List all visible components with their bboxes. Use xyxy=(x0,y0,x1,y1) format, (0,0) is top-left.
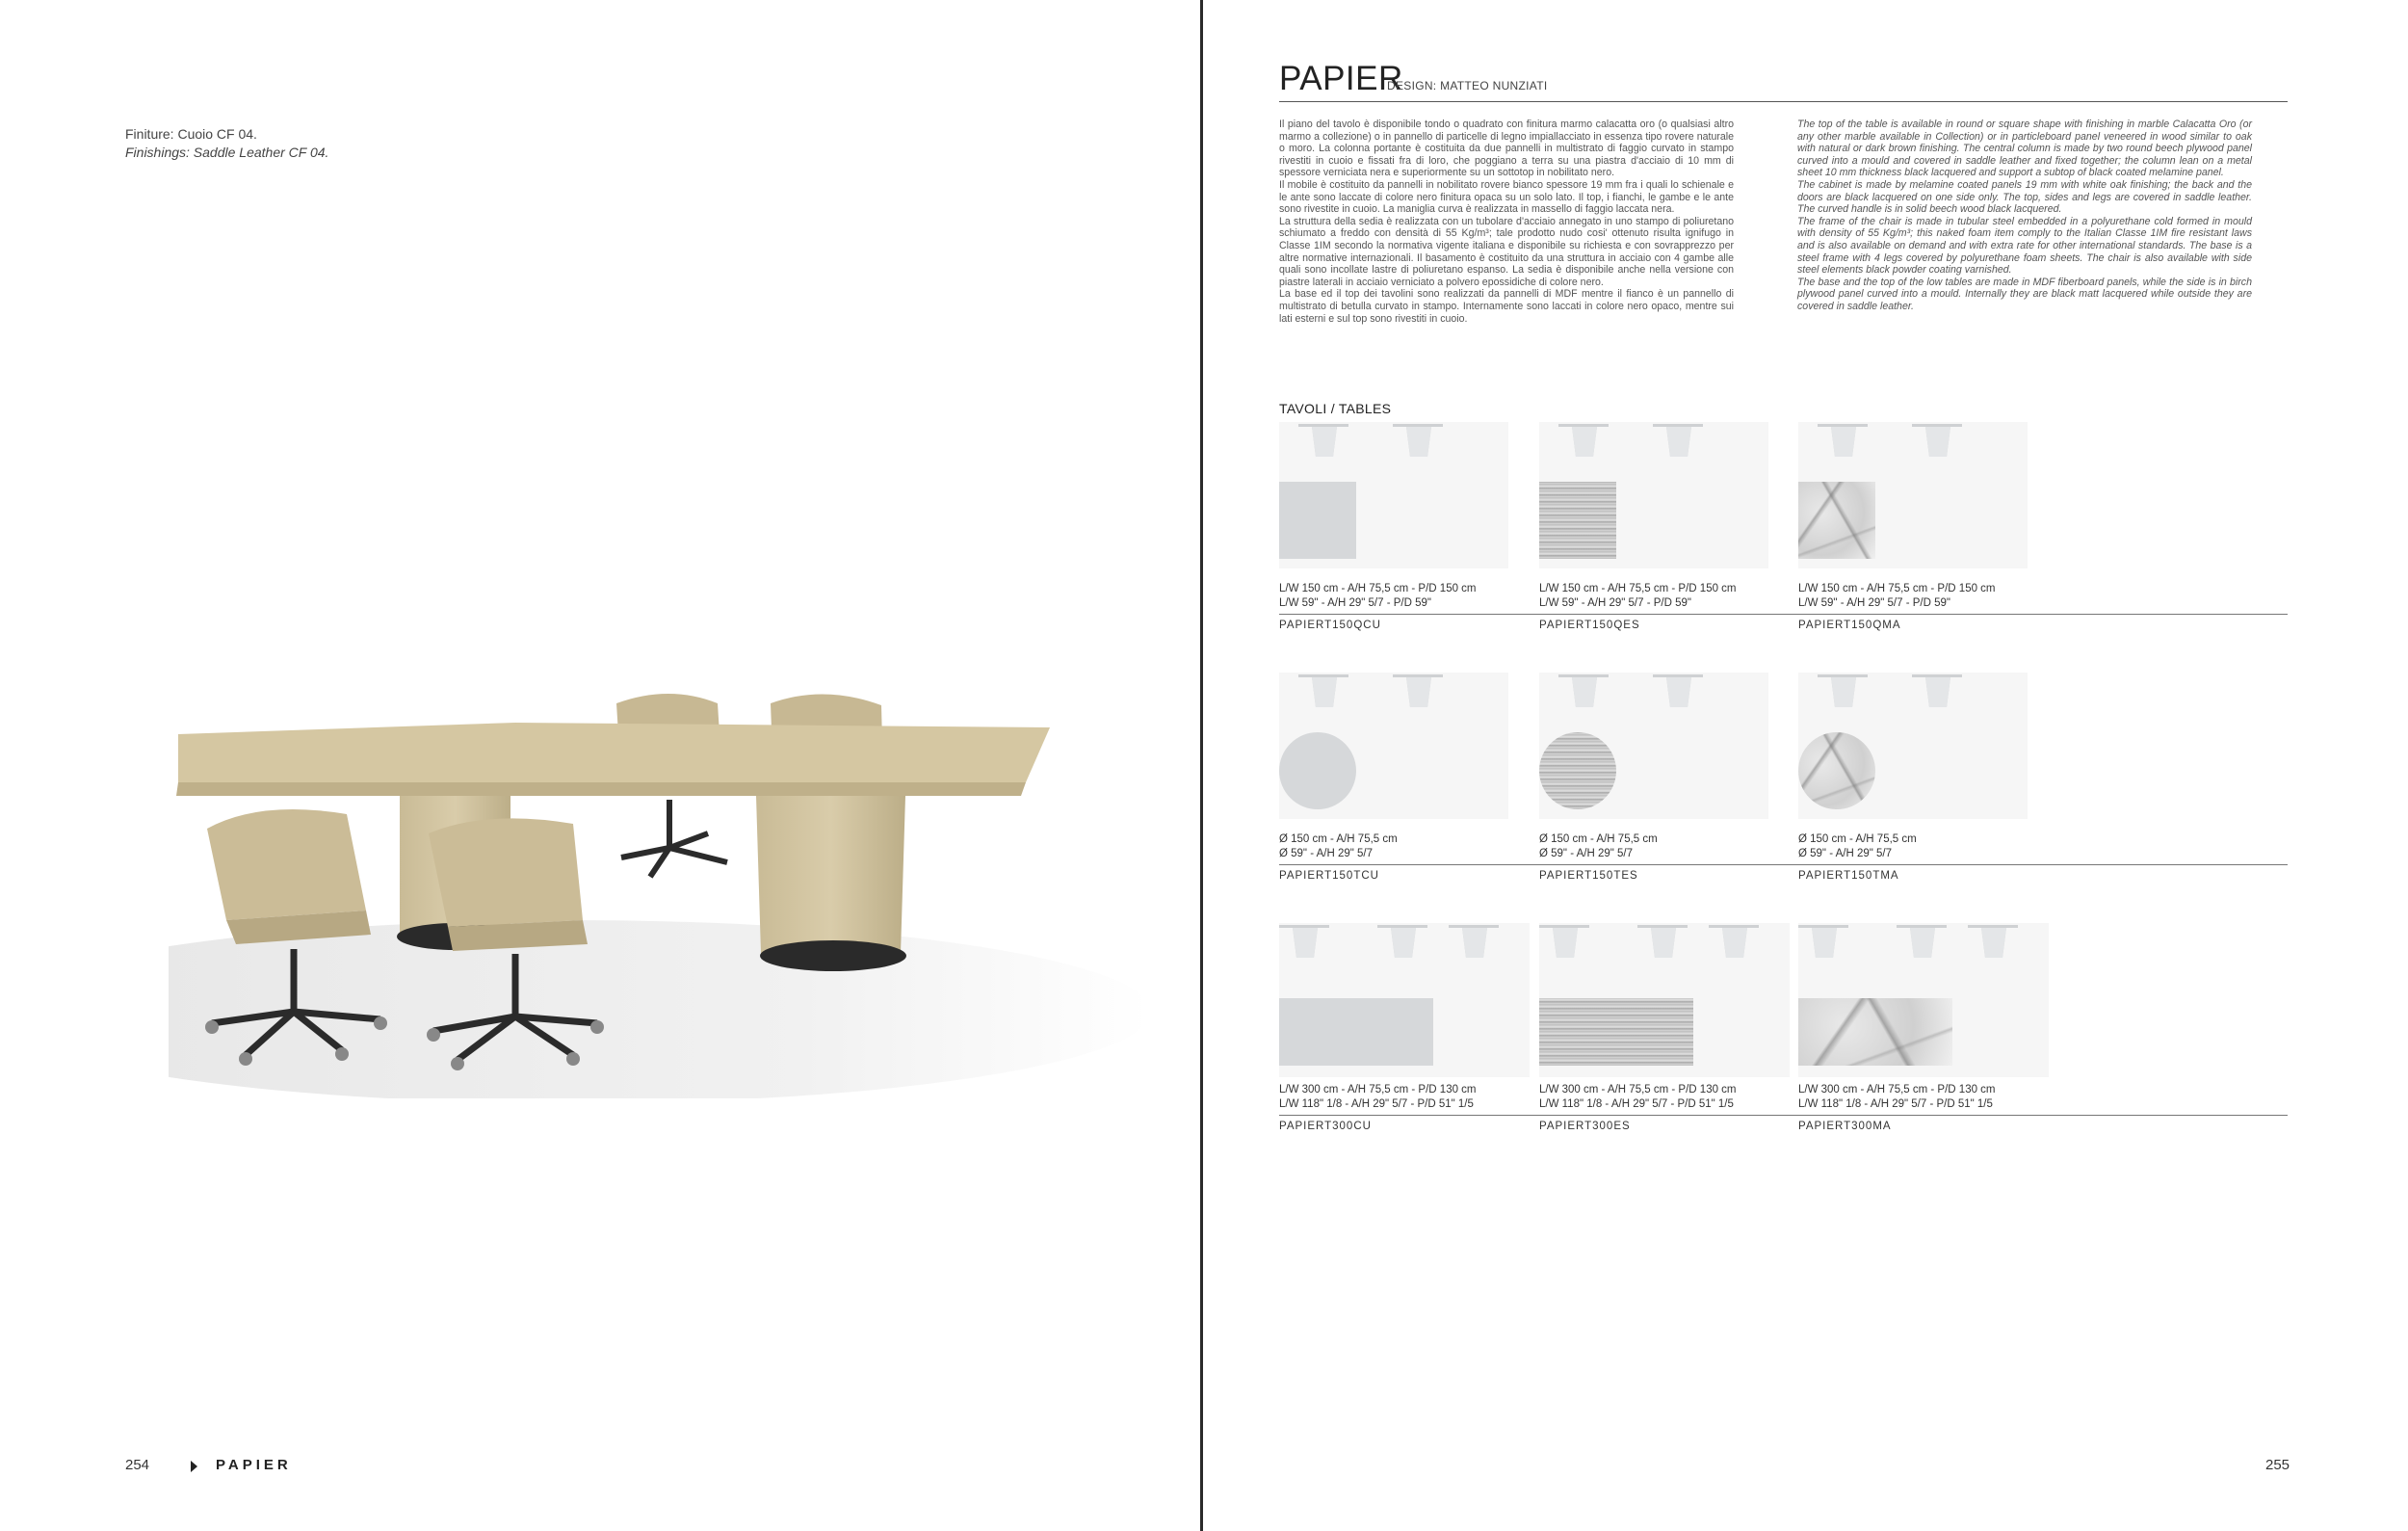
table-leg-view xyxy=(1912,674,1962,709)
dimensions-metric: L/W 300 cm - A/H 75,5 cm - P/D 130 cm xyxy=(1798,1084,1996,1095)
row-divider xyxy=(1279,864,2288,865)
page-spine-divider xyxy=(1200,0,1203,1531)
table-leg-view xyxy=(1298,674,1348,709)
description-italian xyxy=(1279,119,1734,325)
table-leg-view xyxy=(1818,674,1868,709)
table-leg-view xyxy=(1393,424,1443,459)
product-code: PAPIERT150TMA xyxy=(1798,870,1899,882)
description-paragraph: The base and the top of the low tables are made in MDF fiberboard panels, while the side is in birch plywood panel curved into a mould. Internally they are black matt lacquered while outside they are covered in saddle leather. xyxy=(1797,276,2252,312)
finish-swatch xyxy=(1539,998,1693,1066)
product-thumbnail xyxy=(1798,673,2028,819)
dimensions-imperial: L/W 59" - A/H 29" 5/7 - P/D 59" xyxy=(1798,597,1950,609)
table-leg-view xyxy=(1539,925,1589,960)
table-leg-view xyxy=(1653,674,1703,709)
description-english xyxy=(1797,119,2252,313)
finish-note-english: Finishings: Saddle Leather CF 04. xyxy=(125,145,329,160)
product-dimensions xyxy=(1798,1083,1996,1112)
page-title: PAPIER xyxy=(1279,60,1403,97)
product-dimensions xyxy=(1539,832,1658,861)
product-thumbnail xyxy=(1539,422,1768,568)
dimensions-metric: L/W 150 cm - A/H 75,5 cm - P/D 150 cm xyxy=(1539,583,1737,594)
product-dimensions xyxy=(1279,582,1477,611)
dimensions-metric: L/W 150 cm - A/H 75,5 cm - P/D 150 cm xyxy=(1279,583,1477,594)
table-leg-view xyxy=(1279,925,1329,960)
description-paragraph: The top of the table is available in round or square shape with finishing in marble Calacatta Oro (or any other marble available in Collection) or in particleboard panel veneered in wood similar to oak with natural or dark brown finishing. The central column is made by two round beech plywood panel curved into a mould and covered in saddle leather and fixed together; the column lean on a metal sheet 10 mm thickness black lacquered and support a subtop of black coated melamine panel. xyxy=(1797,119,2252,179)
left-footer-label: PAPIER xyxy=(216,1457,292,1473)
dimensions-metric: L/W 300 cm - A/H 75,5 cm - P/D 130 cm xyxy=(1539,1084,1737,1095)
dimensions-metric: Ø 150 cm - A/H 75,5 cm xyxy=(1539,833,1658,845)
designer-credit: DESIGN: MATTEO NUNZIATI xyxy=(1387,79,1548,92)
section-title: TAVOLI / TABLES xyxy=(1279,401,1392,416)
table-leg-view xyxy=(1897,925,1947,960)
dimensions-metric: L/W 150 cm - A/H 75,5 cm - P/D 150 cm xyxy=(1798,583,1996,594)
finish-swatch xyxy=(1539,732,1616,809)
finish-swatch xyxy=(1279,998,1433,1066)
product-dimensions xyxy=(1279,1083,1477,1112)
product-dimensions xyxy=(1279,832,1398,861)
product-code: PAPIERT150QES xyxy=(1539,620,1640,631)
header xyxy=(1279,60,2288,102)
dimensions-metric: L/W 300 cm - A/H 75,5 cm - P/D 130 cm xyxy=(1279,1084,1477,1095)
table-leg-view xyxy=(1653,424,1703,459)
finish-swatch xyxy=(1798,732,1875,809)
description-paragraph: La base ed il top dei tavolini sono realizzati da pannelli di MDF mentre il fianco è un pannello di multistrato di betulla curvato in stampo. Internamente sono laccati in colore nero opaco, mentre sui lati esterni e sul top sono rivestiti in cuoio. xyxy=(1279,288,1734,325)
table-leg-view xyxy=(1968,925,2018,960)
description-paragraph: The frame of the chair is made in tubular steel embedded in a polyurethane cold formed in mould with density of 55 Kg/m³; this naked foam item comply to the Italian Classe 1IM fire resistant laws and is also available on demand and with extra rate for other international standards. The base is a steel frame with 4 legs covered by polyurethane foam sheets. The chair is also available with side steel elements black powder coating varnished. xyxy=(1797,215,2252,277)
left-page-number: 254 xyxy=(125,1457,150,1473)
finish-swatch xyxy=(1279,482,1356,559)
table-leg-view xyxy=(1298,424,1348,459)
product-dimensions xyxy=(1539,1083,1737,1112)
dimensions-imperial: L/W 118" 1/8 - A/H 29" 5/7 - P/D 51" 1/5 xyxy=(1539,1098,1734,1110)
product-code: PAPIERT300ES xyxy=(1539,1121,1631,1132)
product-thumbnail xyxy=(1798,923,2049,1077)
dimensions-imperial: Ø 59" - A/H 29" 5/7 xyxy=(1279,848,1374,859)
hero-table-chairs-photo xyxy=(169,665,1141,1098)
description-paragraph: The cabinet is made by melamine coated panels 19 mm with white oak finishing; the back and the doors are black lacquered on one side only. The top, sides and legs are covered in saddle leather. The curved handle is in solid beech wood black lacquered. xyxy=(1797,178,2252,216)
finish-swatch xyxy=(1798,482,1875,559)
table-leg-view xyxy=(1798,925,1848,960)
description-paragraph: Il mobile è costituito da pannelli in nobilitato rovere bianco spessore 19 mm fra i quali lo schienale e le ante sono laccate di colore nero finitura opaca su un solo lato. Il top, i fianchi, le gambe e le ante sono rivestite in cuoio. La maniglia curva è realizzata in massello di faggio laccata nera. xyxy=(1279,178,1734,216)
product-code: PAPIERT300MA xyxy=(1798,1121,1892,1132)
product-code: PAPIERT150TCU xyxy=(1279,870,1379,882)
product-thumbnail xyxy=(1279,923,1530,1077)
dimensions-metric: Ø 150 cm - A/H 75,5 cm xyxy=(1798,833,1917,845)
finish-swatch xyxy=(1279,732,1356,809)
description-paragraph: La struttura della sedia è realizzata con un tubolare d'acciaio annegato in uno stampo di poliuretano schiumato a freddo con densità di 55 Kg/m³; tale prodotto nudo cosi' ottenuto risulta ignifugo in Classe 1IM secondo la normativa vigente italiana e disponibile su richiesta e con sovrapprezzo per altre normative internazionali. Il basamento è costituito da una struttura in acciaio con 4 gambe alle quali sono incollate lastre di poliuretano espanso. La sedia è disponibile anche nella versione con piastre laterali in acciaio verniciato a polvero epossidiche di colore nero. xyxy=(1279,215,1734,288)
dimensions-imperial: L/W 59" - A/H 29" 5/7 - P/D 59" xyxy=(1279,597,1431,609)
table-leg-view xyxy=(1709,925,1759,960)
table-leg-view xyxy=(1393,674,1443,709)
row-divider xyxy=(1279,614,2288,615)
table-leg-view xyxy=(1818,424,1868,459)
table-leg-view xyxy=(1558,424,1609,459)
finish-note xyxy=(125,125,328,162)
row-divider xyxy=(1279,1115,2288,1116)
table-leg-view xyxy=(1558,674,1609,709)
dimensions-metric: Ø 150 cm - A/H 75,5 cm xyxy=(1279,833,1398,845)
finish-swatch xyxy=(1539,482,1616,559)
product-thumbnail xyxy=(1539,923,1790,1077)
dimensions-imperial: L/W 118" 1/8 - A/H 29" 5/7 - P/D 51" 1/5 xyxy=(1279,1098,1474,1110)
description-paragraph: Il piano del tavolo è disponibile tondo o quadrato con finitura marmo calacatta oro (o qualsiasi altro marmo a collezione) o in pannello di particelle di legno impiallacciato in essenza tipo rovere naturale o moro. La colonna portante è costituita da due pannelli in multistrato di faggio curvato in stampo rivestiti in cuoio e fissati fra di loro, che poggiano a terra su una piastra d'acciaio di 10 mm di spessore verniciata nera e superiormente su un sottotop in nobilitato nero. xyxy=(1279,119,1734,179)
product-thumbnail xyxy=(1539,673,1768,819)
finish-swatch xyxy=(1798,998,1952,1066)
table-leg-view xyxy=(1637,925,1688,960)
table-leg-view xyxy=(1377,925,1427,960)
product-thumbnail xyxy=(1798,422,2028,568)
dimensions-imperial: Ø 59" - A/H 29" 5/7 xyxy=(1798,848,1893,859)
product-code: PAPIERT150TES xyxy=(1539,870,1638,882)
dimensions-imperial: Ø 59" - A/H 29" 5/7 xyxy=(1539,848,1634,859)
right-page-number: 255 xyxy=(2265,1457,2290,1473)
table-leg-view xyxy=(1912,424,1962,459)
product-code: PAPIERT150QCU xyxy=(1279,620,1381,631)
product-dimensions xyxy=(1539,582,1737,611)
finish-note-italian: Finiture: Cuoio CF 04. xyxy=(125,126,257,142)
product-dimensions xyxy=(1798,832,1917,861)
product-code: PAPIERT150QMA xyxy=(1798,620,1901,631)
product-thumbnail xyxy=(1279,422,1508,568)
dimensions-imperial: L/W 118" 1/8 - A/H 29" 5/7 - P/D 51" 1/5 xyxy=(1798,1098,1993,1110)
table-leg-view xyxy=(1449,925,1499,960)
dimensions-imperial: L/W 59" - A/H 29" 5/7 - P/D 59" xyxy=(1539,597,1691,609)
arrow-right-icon xyxy=(191,1461,197,1472)
product-thumbnail xyxy=(1279,673,1508,819)
product-dimensions xyxy=(1798,582,1996,611)
product-code: PAPIERT300CU xyxy=(1279,1121,1372,1132)
